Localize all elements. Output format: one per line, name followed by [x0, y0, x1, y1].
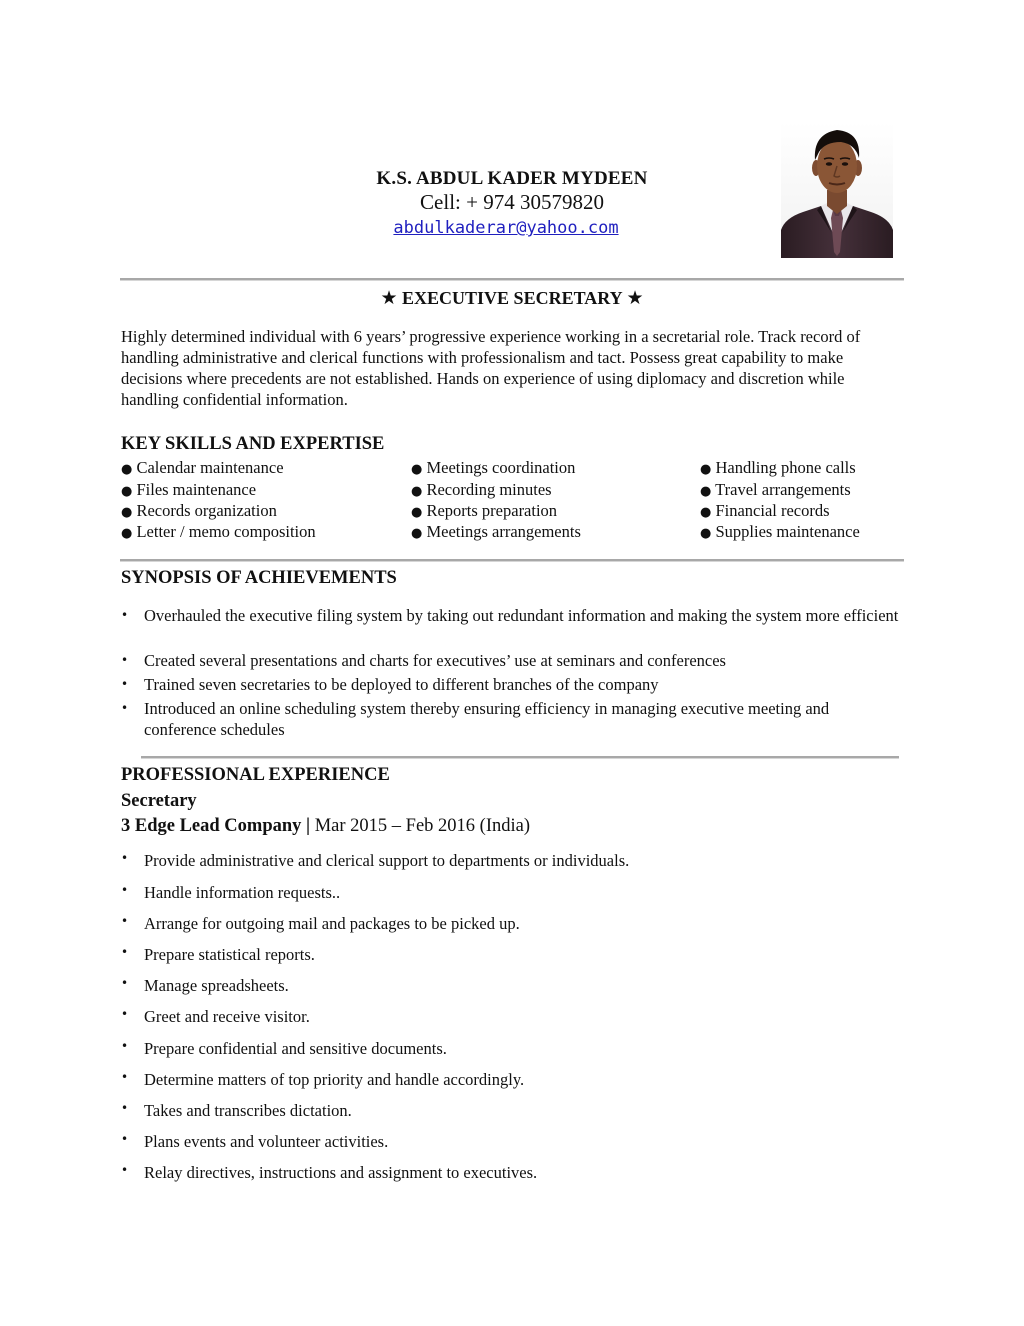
skill-item: ● Travel arrangements: [700, 480, 851, 499]
skill-item: ● Financial records: [700, 501, 830, 520]
role-heading: [0, 287, 1024, 309]
resume-page: K.S. ABDUL KADER MYDEEN Cell: + 974 30579820 abdulkaderar@yahoo.com ★ EXECUTIVE SECRETARY ★ Highly determined individual with 6 years’ progressive experience working in a secretarial role. Track record of handling administrative and clerical functions with professionalism and tact. Possess great capability to make decisions where precedents are not established. Hands on experience of using diplomacy and discretion while handling confidential information. KEY SKILLS AND EXPERTISE ● Calendar maintenance ● Files maintenance ● Records organization ● Letter / memo composition ● Meetings coordination ● Recording minutes ● Reports preparation ● Meetings arrangements ● Handling phone calls ● Travel arrangements ● Financial records ● Supplies maintenance SYNOPSIS OF ACHIEVEMENTS • Overhauled the executive filing system by taking out redundant information and making the system more efficient • Created several presentations and charts for executives’ use at seminars and conferences • Trained seven secretaries to be deployed to different branches of the company • Introduced an online scheduling system thereby ensuring efficiency in managing executive meeting and conference schedules PROFESSIONAL EXPERIENCE Secretary 3 Edge Lead Company | Mar 2015 – Feb 2016 (India) • Provide administrative and clerical support to departments or individuals. • Handle information requests.. • Arrange for outgoing mail and packages to be picked up. • Prepare statistical reports. • Manage spreadsheets. • Greet and receive visitor. • Prepare confidential and sensitive documents. • Determine matters of top priority and handle accordingly. • Takes and transcribes dictation. • Plans events and volunteer activities. • Relay directives, instructions and assignment to executives.: [0, 0, 1024, 1326]
company-name: 3 Edge Lead Company |: [121, 816, 311, 836]
achievements-heading: SYNOPSIS OF ACHIEVEMENTS: [121, 568, 397, 588]
bullet-icon: •: [121, 1070, 129, 1084]
divider-achievements: [141, 756, 899, 758]
bullet-icon: •: [121, 1132, 129, 1146]
skill-item: ● Calendar maintenance: [121, 458, 284, 477]
star-icon: ★: [626, 287, 644, 309]
bullet-icon: •: [121, 914, 129, 928]
bullet-icon: •: [121, 701, 129, 715]
email-link[interactable]: abdulkaderar@yahoo.com: [393, 218, 619, 238]
skill-item: ● Records organization: [121, 501, 277, 520]
bullet-icon: •: [121, 1163, 129, 1177]
bullet-icon: •: [121, 677, 129, 691]
skill-item: ● Letter / memo composition: [121, 522, 316, 541]
skill-item: ● Handling phone calls: [700, 458, 856, 477]
bullet-icon: •: [121, 1101, 129, 1115]
role-title: EXECUTIVE SECRETARY: [402, 288, 622, 308]
bullet-icon: •: [121, 851, 129, 865]
bullet-icon: •: [121, 883, 129, 897]
bullet-icon: •: [121, 653, 129, 667]
star-icon: ★: [380, 287, 398, 309]
skill-item: ● Recording minutes: [411, 480, 552, 499]
divider-skills: [120, 559, 904, 561]
divider-top: [120, 278, 904, 280]
bullet-icon: •: [121, 608, 129, 622]
job-title: Secretary: [121, 791, 197, 811]
bullet-icon: •: [121, 1039, 129, 1053]
job-company-line: [121, 816, 530, 837]
skills-heading: KEY SKILLS AND EXPERTISE: [121, 434, 385, 454]
skill-item: ● Meetings coordination: [411, 458, 576, 477]
experience-heading: PROFESSIONAL EXPERIENCE: [121, 765, 390, 785]
profile-photo: [781, 122, 893, 258]
skill-item: ● Meetings arrangements: [411, 522, 581, 541]
candidate-name: K.S. ABDUL KADER MYDEEN: [376, 168, 648, 189]
skill-item: ● Files maintenance: [121, 480, 257, 499]
skill-item: ● Supplies maintenance: [700, 522, 860, 541]
profile-summary: Highly determined individual with 6 years’ progressive experience working in a secretarial role. Track record of handling administrative and clerical functions with professionalism and tact. Possess great capability to make decisions where precedents are not established. Hands on experience of using diplomacy and discretion while handling confidential information.: [121, 327, 861, 409]
job-period: Mar 2015 – Feb 2016 (India): [314, 816, 531, 836]
bullet-icon: •: [121, 945, 129, 959]
bullet-icon: •: [121, 976, 129, 990]
skill-item: ● Reports preparation: [411, 501, 558, 520]
cell-number: Cell: + 974 30579820: [420, 190, 604, 214]
bullet-icon: •: [121, 1007, 129, 1021]
